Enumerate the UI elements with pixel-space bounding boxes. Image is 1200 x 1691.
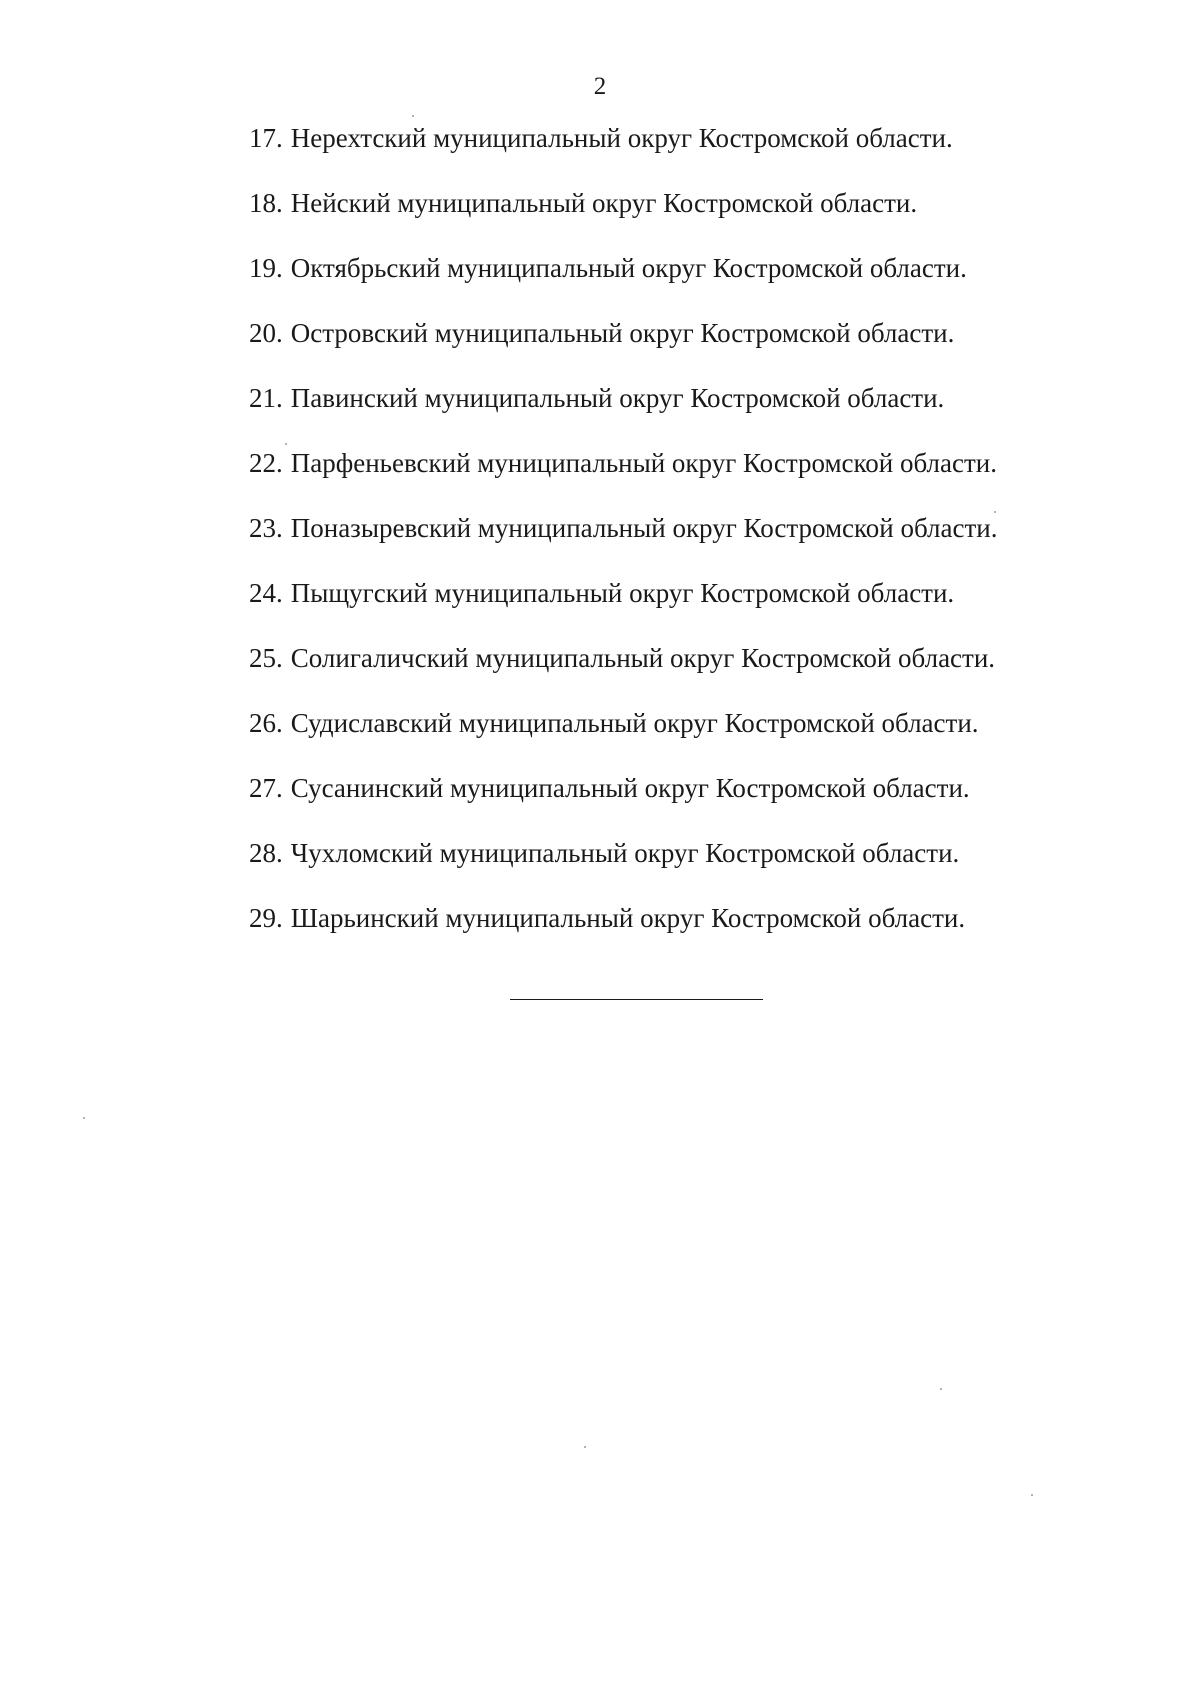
item-number: 28. [249, 838, 283, 868]
item-text: Павинский муниципальный округ Костромской области. [290, 383, 945, 413]
list-item [249, 578, 997, 608]
list-item [249, 773, 997, 803]
item-number: 29. [249, 903, 283, 933]
page-number: 2 [593, 73, 607, 100]
district-list [249, 123, 997, 968]
item-text: Шарьинский муниципальный округ Костромской области. [290, 903, 966, 933]
item-number: 18. [249, 188, 283, 218]
item-text: Октябрьский муниципальный округ Костромской области. [290, 253, 967, 283]
item-text: Островский муниципальный округ Костромской области. [290, 318, 955, 348]
scan-speck [1031, 1494, 1033, 1496]
item-number: 27. [249, 773, 283, 803]
item-text: Солигаличский муниципальный округ Костромской области. [290, 643, 996, 673]
list-item [249, 708, 997, 738]
item-text: Парфеньевский муниципальный округ Костромской области. [290, 448, 997, 478]
scan-speck [940, 1388, 942, 1390]
list-item [249, 838, 997, 868]
item-text: Чухломский муниципальный округ Костромской области. [290, 838, 960, 868]
item-number: 17. [249, 123, 283, 153]
list-item [249, 188, 997, 218]
item-text: Сусанинский муниципальный округ Костромской области. [290, 773, 970, 803]
list-item [249, 123, 997, 153]
item-number: 23. [249, 513, 283, 543]
scan-speck [285, 443, 287, 445]
end-rule [510, 999, 763, 1000]
item-number: 22. [249, 448, 283, 478]
item-text: Нейский муниципальный округ Костромской области. [290, 188, 918, 218]
item-number: 26. [249, 708, 283, 738]
item-text: Пыщугский муниципальный округ Костромской области. [290, 578, 955, 608]
scan-speck [584, 1446, 586, 1448]
item-number: 20. [249, 318, 283, 348]
list-item [249, 513, 997, 543]
item-text: Нерехтский муниципальный округ Костромской области. [290, 123, 953, 153]
list-item [249, 448, 997, 478]
scan-speck [994, 511, 996, 513]
item-number: 24. [249, 578, 283, 608]
list-item [249, 383, 997, 413]
list-item [249, 318, 997, 348]
item-text: Поназыревский муниципальный округ Костромской области. [290, 513, 998, 543]
scan-speck [83, 1117, 85, 1119]
item-number: 25. [249, 643, 283, 673]
scan-speck [412, 115, 414, 117]
list-item [249, 903, 997, 933]
item-number: 19. [249, 253, 283, 283]
item-number: 21. [249, 383, 283, 413]
list-item [249, 253, 997, 283]
list-item [249, 643, 997, 673]
item-text: Судиславский муниципальный округ Костромской области. [290, 708, 979, 738]
